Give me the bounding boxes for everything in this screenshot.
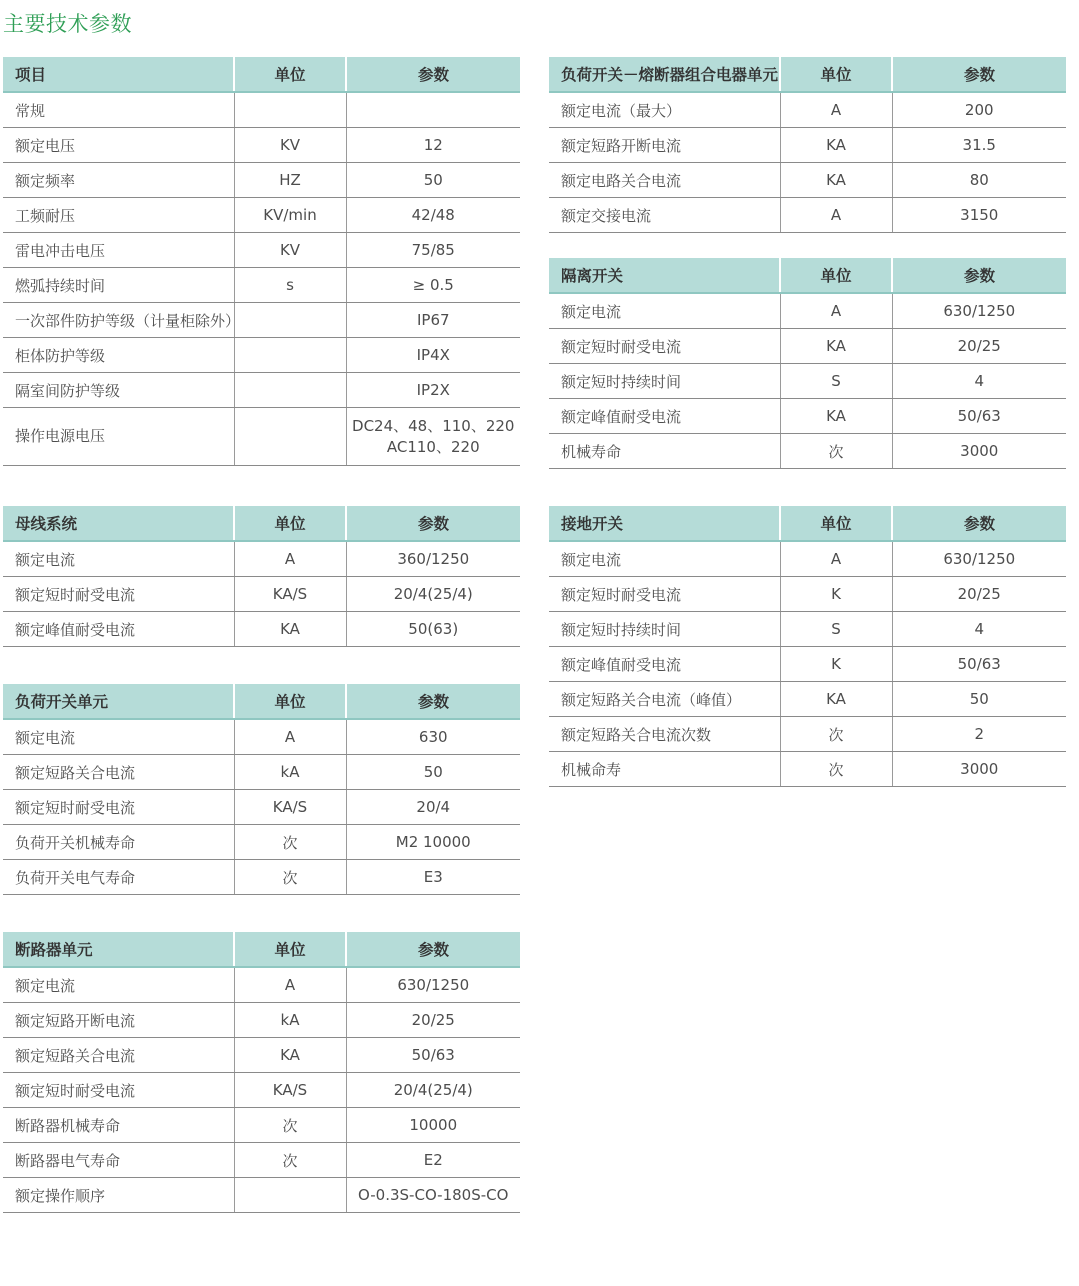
- cell-unit: 次: [234, 1108, 346, 1143]
- spec-table: [549, 258, 1066, 469]
- cell-unit: A: [234, 541, 346, 577]
- cell-unit: A: [780, 92, 892, 128]
- header-item: 母线系统: [3, 506, 234, 541]
- table-header-row: [3, 684, 520, 719]
- table-row: [3, 268, 520, 303]
- cell-unit: 次: [234, 1143, 346, 1178]
- cell-value: 3150: [892, 198, 1066, 233]
- table-row: [3, 612, 520, 647]
- table-row: [3, 128, 520, 163]
- table-row: [3, 1038, 520, 1073]
- header-value: 参数: [892, 506, 1066, 541]
- cell-unit: KA/S: [234, 790, 346, 825]
- header-value: 参数: [346, 57, 520, 92]
- header-value: 参数: [346, 684, 520, 719]
- cell-item: 额定电流: [3, 541, 234, 577]
- cell-item: 柜体防护等级: [3, 338, 234, 373]
- table-row: [3, 825, 520, 860]
- table-row: [3, 373, 520, 408]
- table-row: [3, 338, 520, 373]
- cell-unit: KV: [234, 233, 346, 268]
- cell-unit: KV/min: [234, 198, 346, 233]
- cell-item: 额定短路关合电流: [3, 755, 234, 790]
- cell-item: 一次部件防护等级（计量柜除外）: [3, 303, 234, 338]
- cell-item: 额定电流: [549, 293, 780, 329]
- cell-unit: KA/S: [234, 577, 346, 612]
- cell-unit: kA: [234, 1003, 346, 1038]
- header-item: 负荷开关－熔断器组合电器单元: [549, 57, 780, 92]
- cell-value: E2: [346, 1143, 520, 1178]
- cell-item: 额定电路关合电流: [549, 163, 780, 198]
- cell-unit: K: [780, 577, 892, 612]
- header-unit: 单位: [234, 684, 346, 719]
- cell-unit: KA: [780, 329, 892, 364]
- table-row: [3, 860, 520, 895]
- spec-table: [549, 506, 1066, 787]
- table-row: [549, 612, 1066, 647]
- cell-item: 额定短路开断电流: [3, 1003, 234, 1038]
- cell-value: 200: [892, 92, 1066, 128]
- header-item: 断路器单元: [3, 932, 234, 967]
- table-row: [3, 408, 520, 466]
- cell-value: ≥ 0.5: [346, 268, 520, 303]
- cell-item: 额定电流: [3, 967, 234, 1003]
- cell-value: 20/25: [892, 329, 1066, 364]
- cell-value: M2 10000: [346, 825, 520, 860]
- cell-value: 50/63: [892, 399, 1066, 434]
- cell-value: IP67: [346, 303, 520, 338]
- cell-unit: A: [234, 719, 346, 755]
- cell-item: 额定短时耐受电流: [549, 577, 780, 612]
- cell-unit: 次: [234, 825, 346, 860]
- cell-item: 隔室间防护等级: [3, 373, 234, 408]
- table-header-row: [549, 258, 1066, 293]
- cell-unit: KA: [780, 163, 892, 198]
- cell-value: IP4X: [346, 338, 520, 373]
- cell-value: [346, 92, 520, 128]
- cell-value: 31.5: [892, 128, 1066, 163]
- table-row: [3, 198, 520, 233]
- spec-table: [3, 506, 520, 647]
- table-row: [549, 329, 1066, 364]
- cell-value: 50(63): [346, 612, 520, 647]
- header-value: 参数: [892, 57, 1066, 92]
- cell-unit: [234, 303, 346, 338]
- cell-value: IP2X: [346, 373, 520, 408]
- spec-table: [3, 684, 520, 895]
- cell-item: 负荷开关电气寿命: [3, 860, 234, 895]
- cell-value: 20/4: [346, 790, 520, 825]
- cell-item: 额定短时耐受电流: [3, 1073, 234, 1108]
- table-header-row: [3, 57, 520, 92]
- header-item: 隔离开关: [549, 258, 780, 293]
- table-row: [3, 790, 520, 825]
- table-row: [549, 577, 1066, 612]
- cell-value: 4: [892, 612, 1066, 647]
- cell-unit: A: [234, 967, 346, 1003]
- cell-item: 额定电流: [549, 541, 780, 577]
- cell-item: 额定短时耐受电流: [3, 790, 234, 825]
- cell-unit: KA: [234, 1038, 346, 1073]
- cell-value: 12: [346, 128, 520, 163]
- table-header-row: [549, 506, 1066, 541]
- cell-value: 50/63: [892, 647, 1066, 682]
- cell-unit: KA: [780, 128, 892, 163]
- header-unit: 单位: [234, 506, 346, 541]
- table-row: [549, 682, 1066, 717]
- cell-unit: A: [780, 541, 892, 577]
- table-row: [3, 1108, 520, 1143]
- table-header-row: [3, 506, 520, 541]
- cell-item: 机械寿命: [549, 434, 780, 469]
- cell-item: 额定交接电流: [549, 198, 780, 233]
- cell-value: 3000: [892, 752, 1066, 787]
- cell-unit: 次: [234, 860, 346, 895]
- header-item: 项目: [3, 57, 234, 92]
- table-row: [549, 198, 1066, 233]
- cell-value: 630/1250: [346, 967, 520, 1003]
- table-header-row: [3, 932, 520, 967]
- table-row: [3, 541, 520, 577]
- table-row: [549, 647, 1066, 682]
- cell-value: 630/1250: [892, 541, 1066, 577]
- header-item: 负荷开关单元: [3, 684, 234, 719]
- cell-item: 额定短时耐受电流: [3, 577, 234, 612]
- cell-item: 额定短路关合电流（峰值）: [549, 682, 780, 717]
- cell-value: O-0.3S-CO-180S-CO: [346, 1178, 520, 1213]
- cell-value: 75/85: [346, 233, 520, 268]
- cell-value: 20/25: [892, 577, 1066, 612]
- cell-value: 20/25: [346, 1003, 520, 1038]
- table-row: [3, 1143, 520, 1178]
- cell-unit: K: [780, 647, 892, 682]
- cell-unit: KA: [780, 682, 892, 717]
- spec-table: [3, 57, 520, 466]
- cell-item: 额定电流: [3, 719, 234, 755]
- header-unit: 单位: [780, 57, 892, 92]
- table-row: [3, 92, 520, 128]
- cell-value: 50: [892, 682, 1066, 717]
- table-row: [3, 1178, 520, 1213]
- cell-value: 630/1250: [892, 293, 1066, 329]
- table-row: [549, 364, 1066, 399]
- page-title: 主要技术参数: [3, 12, 132, 36]
- table-row: [3, 755, 520, 790]
- table-row: [549, 92, 1066, 128]
- cell-item: 额定短时耐受电流: [549, 329, 780, 364]
- cell-value: E3: [346, 860, 520, 895]
- cell-item: 额定峰值耐受电流: [549, 647, 780, 682]
- cell-unit: S: [780, 364, 892, 399]
- cell-item: 断路器电气寿命: [3, 1143, 234, 1178]
- cell-unit: HZ: [234, 163, 346, 198]
- header-unit: 单位: [780, 506, 892, 541]
- header-unit: 单位: [234, 57, 346, 92]
- cell-item: 额定峰值耐受电流: [3, 612, 234, 647]
- header-value: 参数: [346, 506, 520, 541]
- cell-item: 额定短路关合电流次数: [549, 717, 780, 752]
- cell-unit: S: [780, 612, 892, 647]
- cell-item: 额定短路开断电流: [549, 128, 780, 163]
- cell-value: 42/48: [346, 198, 520, 233]
- table-row: [549, 717, 1066, 752]
- cell-item: 操作电源电压: [3, 408, 234, 466]
- table-row: [549, 434, 1066, 469]
- header-value: 参数: [892, 258, 1066, 293]
- cell-unit: [234, 1178, 346, 1213]
- table-row: [3, 577, 520, 612]
- header-unit: 单位: [234, 932, 346, 967]
- table-row: [549, 163, 1066, 198]
- header-item: 接地开关: [549, 506, 780, 541]
- table-row: [549, 399, 1066, 434]
- header-value: 参数: [346, 932, 520, 967]
- cell-unit: 次: [780, 434, 892, 469]
- cell-unit: [234, 92, 346, 128]
- table-row: [3, 1003, 520, 1038]
- cell-value: 3000: [892, 434, 1066, 469]
- cell-unit: kA: [234, 755, 346, 790]
- cell-value: 630: [346, 719, 520, 755]
- cell-value: 2: [892, 717, 1066, 752]
- table-row: [3, 967, 520, 1003]
- cell-item: 额定电压: [3, 128, 234, 163]
- cell-unit: KA: [234, 612, 346, 647]
- cell-unit: [234, 373, 346, 408]
- header-unit: 单位: [780, 258, 892, 293]
- cell-value: 80: [892, 163, 1066, 198]
- cell-value: DC24、48、110、220 AC110、220: [346, 408, 520, 466]
- spec-table: [549, 57, 1066, 233]
- table-row: [549, 541, 1066, 577]
- cell-unit: A: [780, 293, 892, 329]
- cell-value: 50: [346, 163, 520, 198]
- cell-item: 额定操作顺序: [3, 1178, 234, 1213]
- table-row: [3, 719, 520, 755]
- cell-item: 额定电流（最大）: [549, 92, 780, 128]
- cell-item: 额定频率: [3, 163, 234, 198]
- cell-unit: [234, 338, 346, 373]
- cell-item: 负荷开关机械寿命: [3, 825, 234, 860]
- cell-value: 50: [346, 755, 520, 790]
- table-row: [3, 303, 520, 338]
- cell-unit: [234, 408, 346, 466]
- cell-value: 10000: [346, 1108, 520, 1143]
- cell-unit: KA: [780, 399, 892, 434]
- cell-item: 工频耐压: [3, 198, 234, 233]
- spec-table: [3, 932, 520, 1213]
- table-header-row: [549, 57, 1066, 92]
- table-row: [3, 233, 520, 268]
- cell-value: 360/1250: [346, 541, 520, 577]
- table-row: [549, 752, 1066, 787]
- cell-unit: s: [234, 268, 346, 303]
- table-row: [549, 128, 1066, 163]
- cell-item: 断路器机械寿命: [3, 1108, 234, 1143]
- cell-unit: KA/S: [234, 1073, 346, 1108]
- cell-unit: 次: [780, 717, 892, 752]
- cell-value: 20/4(25/4): [346, 577, 520, 612]
- cell-item: 额定短路关合电流: [3, 1038, 234, 1073]
- cell-unit: 次: [780, 752, 892, 787]
- table-row: [549, 293, 1066, 329]
- cell-item: 常规: [3, 92, 234, 128]
- cell-item: 额定峰值耐受电流: [549, 399, 780, 434]
- cell-value: 4: [892, 364, 1066, 399]
- cell-item: 额定短时持续时间: [549, 364, 780, 399]
- cell-unit: A: [780, 198, 892, 233]
- cell-value: 50/63: [346, 1038, 520, 1073]
- table-row: [3, 163, 520, 198]
- cell-item: 额定短时持续时间: [549, 612, 780, 647]
- table-row: [3, 1073, 520, 1108]
- cell-value: 20/4(25/4): [346, 1073, 520, 1108]
- cell-item: 燃弧持续时间: [3, 268, 234, 303]
- cell-item: 机械命寿: [549, 752, 780, 787]
- cell-item: 雷电冲击电压: [3, 233, 234, 268]
- cell-unit: KV: [234, 128, 346, 163]
